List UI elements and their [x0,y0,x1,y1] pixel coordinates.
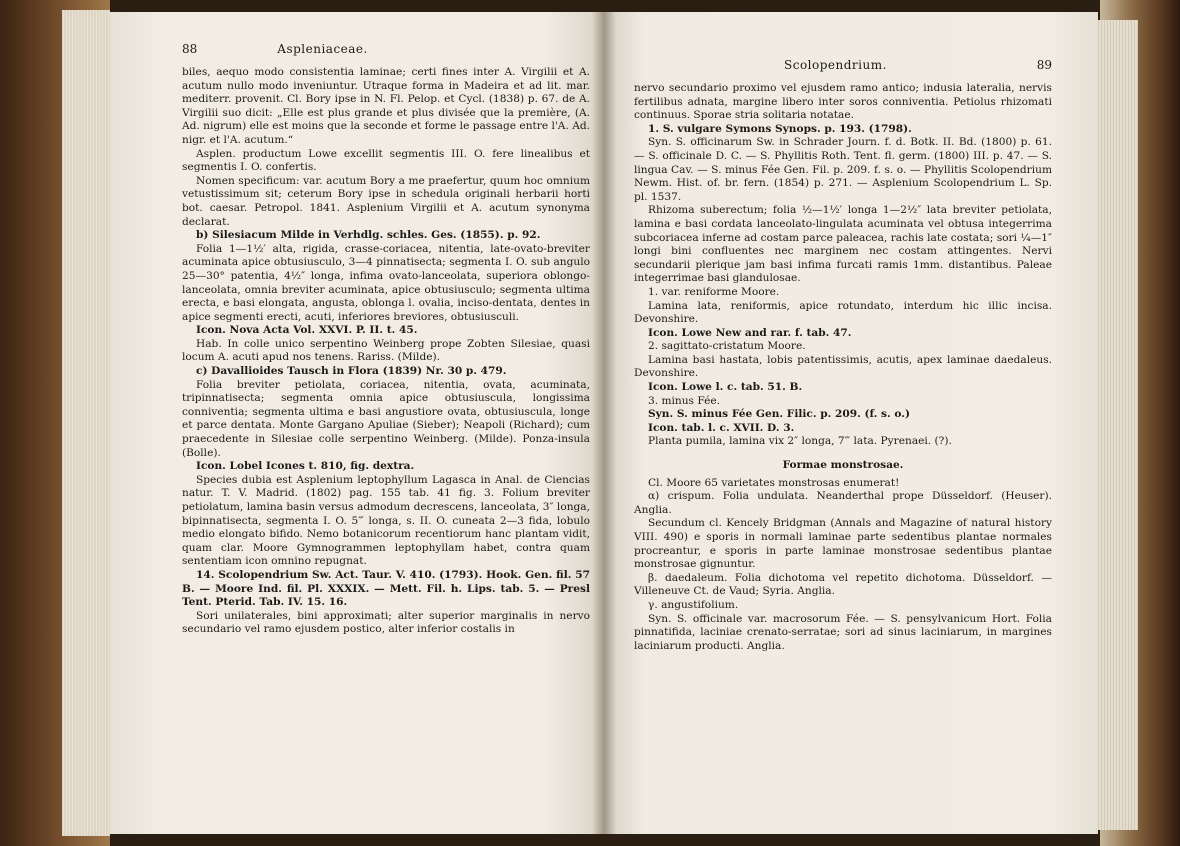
section-heading: Formae monstrosae. [782,459,904,472]
paragraph: biles, aequo modo consistentia laminae; certi fines inter A. Virgilii et A. acutum nullo modo inveniuntur. Utraque forma in Madeira et ad lit. mar. mediterr. provenit. Cl. Bory ipse in N. Fl. Pelop. et Cycl. (1838) p. 67. de A. Virgilii suo dicit: „Elle est plus grande et plus divisée que la première, (A. Ad. nigrum) elle est moins que la seconde et forme le passage entre l'A. Ad. nigr. et l'A. acutum.“ [182,66,590,146]
book-gutter [592,12,616,834]
left-page [110,12,604,834]
paragraph: Lamina basi hastata, lobis patentissimis, acutis, apex laminae daedaleus. Devonshire. [634,353,1052,380]
left-page-number: 88 [182,42,198,56]
paragraph: Lamina lata, reniformis, apice rotundato, interdum hic illic incisa. Devonshire. [634,299,1052,326]
paragraph: 14. Scolopendrium Sw. Act. Taur. V. 410. (1793). Hook. Gen. fil. 57 B. — Moore Ind. fil. Pl. XXXIX. — Mett. Fil. h. Lips. tab. 5. — Presl Tent. Pterid. Tab. IV. 15. 16. [182,568,590,609]
paragraph: Icon. Lowe l. c. tab. 51. B. [648,381,803,394]
paragraph: c) Davallioides Tausch in Flora (1839) Nr. 30 p. 479. [196,365,507,378]
right-running-head [634,58,1052,74]
paragraph: 1. var. reniforme Moore. [648,285,780,298]
paragraph: 1. S. vulgare Symons Synops. p. 193. (1798). [648,122,912,135]
paragraph: Syn. S. officinarum Sw. in Schrader Journ. f. d. Botk. II. Bd. (1800) p. 61. — S. officinale D. C. — S. Phyllitis Roth. Tent. fl. germ. (1800) III. p. 47. — S. lingua Cav. — S. minus Fée Gen. Fil. p. 209. f. s. o. — Phyllitis Scolopendrium Newm. Hist. of. br. fern. (1854) p. 271. — Asplenium Scolopendrium L. Sp. pl. 1537. [634,136,1052,203]
paragraph: Rhizoma suberectum; folia ½—1½′ longa 1—2½″ lata breviter petiolata, lamina e basi cordata lanceolato-lingulata acuminata vel obtusa integerrima subcoriacea inferne ad costam parce paleacea, rachis late costata; sori ¼—1″ longi bini confluentes nec marginem nec costam attingentes. Nervi secundarii plerique jam basi infima furcati ramis 1mm. distantibus. Paleae integerrimae basi glandulosae. [634,204,1052,285]
paragraph: Icon. tab. l. c. XVII. D. 3. [648,421,795,434]
paragraph: Planta pumila, lamina vix 2″ longa, 7‴ lata. Pyrenaei. (?). [648,435,952,448]
paragraph: 2. sagittato-cristatum Moore. [648,340,806,353]
paragraph: β. daedaleum. Folia dichotoma vel repetito dichotoma. Düsseldorf. — Villeneuve Ct. de Vaud; Syria. Anglia. [634,571,1052,598]
paragraph: Icon. Nova Acta Vol. XXVI. P. II. t. 45. [196,324,418,337]
paragraph: Hab. In colle unico serpentino Weinberg prope Zobten Silesiae, quasi locum A. acuti apud nos tenens. Rariss. (Milde). [182,337,590,364]
right-page [604,12,1098,834]
paragraph: Folia 1—1½′ alta, rigida, crasse-coriacea, nitentia, late-ovato-breviter acuminata apice obtusiusculo, 3—4 pinnatisecta; segmenta I. O. sub angulo 25—30° patentia, 4½″ longa, infima ovato-lanceolata, superiora oblongo-lanceolata, omnia breviter acuminata, apice obtusiusculo; segmenta ultima erecta, e basi elongata, angusta, oblonga l. ovalia, inciso-dentata, dentes in apice segmenti erecti, acuti, inferiores breviores, obtusiusculi. [182,242,590,323]
paragraph: nervo secundario proximo vel ejusdem ramo antico; indusia lateralia, nervis fertilibus adnata, margine libero inter soros conniventia. Petiolus rhizomati continuus. Sporae stria solitaria notatae. [634,82,1052,122]
right-running-title: Scolopendrium. [784,58,887,72]
paragraph: b) Silesiacum Milde in Verhdlg. schles. Ges. (1855). p. 92. [196,229,541,242]
left-page-text [182,66,590,637]
paragraph: α) crispum. Folia undulata. Neanderthal prope Düsseldorf. (Heuser). Anglia. [634,490,1052,516]
left-running-title: Aspleniaceae. [277,42,368,56]
paragraph: Sori unilaterales, bini approximati; alter superior marginalis in nervo secundario vel ramo ejusdem postico, alter inferior costalis in [182,609,590,636]
page-edges-left [62,10,110,836]
paragraph: Syn. S. minus Fée Gen. Filic. p. 209. (f. s. o.) [648,408,910,421]
paragraph: Syn. S. officinale var. macrosorum Fée. — S. pensylvanicum Hort. Folia pinnatifida, laciniae crenato-serratae; sori ad sinus laciniarum, in margines laciniarum producti. Anglia. [634,612,1052,652]
left-running-head [182,42,590,58]
right-page-text [634,82,1052,653]
paragraph: 3. minus Fée. [648,394,721,407]
right-page-number: 89 [1036,58,1052,72]
paragraph: Secundum cl. Kencely Bridgman (Annals and Magazine of natural history VIII. 490) e sporis in normali laminae parte sedentibus plantae normales procreantur, e sporis in parte laminae monstrosae sedentibus plantae monstrosae gignuntur. [634,517,1052,571]
paragraph: Species dubia est Asplenium leptophyllum Lagasca in Anal. de Ciencias natur. T. V. Madrid. (1802) pag. 155 tab. 41 fig. 3. Folium breviter petiolatum, lamina basin versus admodum decrescens, lanceolata, 3″ longa, bipinnatisecta, segmenta I. O. 5‴ longa, s. II. O. cuneata 2—3 fida, lobulo medio elongato bifido. Nemo botanicorum recentiorum hanc plantam vidit, quam clar. Moore Gymnogrammen leptophyllam habet, contra quam sententiam icon omnino repugnat. [182,473,590,568]
paragraph: Icon. Lowe New and rar. f. tab. 47. [648,326,852,339]
paragraph: Folia breviter petiolata, coriacea, nitentia, ovata, acuminata, tripinnatisecta; segmenta omnia apice obtusiuscula, longissima conniventia; segmenta ultima e basi angustiore ovata, obtusiuscula, longe et parce dentata. Monte Gargano Apuliae (Sieber); Neapoli (Richard); cum praecedente in Silesiae colle serpentino Weinberg. (Milde). Ponza-insula (Bolle). [182,378,590,459]
page-edges-right [1098,20,1138,830]
paragraph: Asplen. productum Lowe excellit segmentis III. O. fere linealibus et segmentis I. O. confertis. [182,147,590,174]
paragraph: Nomen specificum: var. acutum Bory a me praefertur, quum hoc omnium vetustissimum sit; ceterum Bory ipse in schedula originali herbarii horti bot. caesar. Petropol. 1841. Asplenium Virgilii et A. acutum synonyma declarat. [182,174,590,228]
paragraph: Icon. Lobel Icones t. 810, fig. dextra. [196,460,415,473]
paragraph: Cl. Moore 65 varietates monstrosas enumerat! [648,476,900,489]
paragraph: γ. angustifolium. [648,598,739,611]
